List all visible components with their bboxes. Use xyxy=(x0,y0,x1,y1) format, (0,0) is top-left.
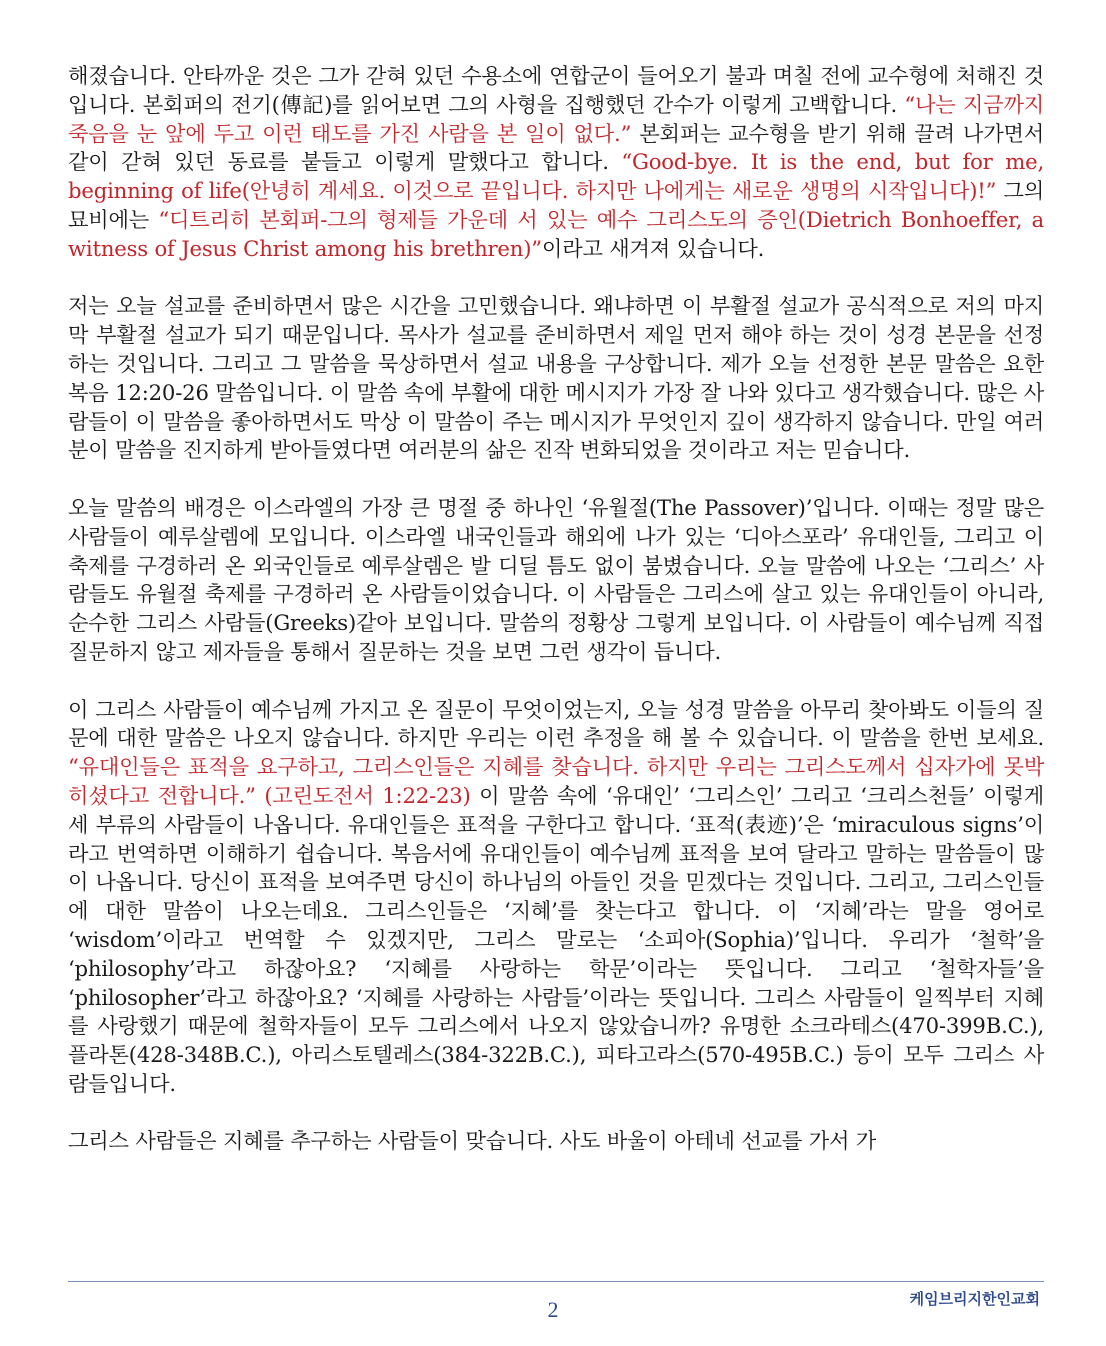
paragraph xyxy=(68,292,1044,465)
paragraph xyxy=(68,696,1044,1099)
text-segment: 이 말씀 속에 ‘유대인’ ‘그리스인’ 그리고 ‘크리스천들’ 이렇게 세 부류의 사람들이 나옵니다. 유대인들은 표적을 구한다고 합니다. ‘표적(表迹)’은 ‘miraculous signs’이라고 번역하면 이해하기 쉽습니다. 복음서에 유대인들이 예수님께 표적을 보여 달라고 말하는 말씀들이 많이 나옵니다. 당신이 표적을 보여주면 당신이 하나님의 아들인 것을 믿겠다는 것입니다. 그리고, 그리스인들에 대한 말씀이 나오는데요. 그리스인들은 ‘지혜’를 찾는다고 합니다. 이 ‘지혜’라는 말을 영어로 ‘wisdom’이라고 번역할 수 있겠지만, 그리스 말로는 ‘소피아(Sophia)’입니다. 우리가 ‘철학’을 ‘philosophy’라고 하잖아요? ‘지혜를 사랑하는 학문’이라는 뜻입니다. 그리고 ‘철학자들’을 ‘philosopher’라고 하잖아요? ‘지혜를 사랑하는 사람들’이라는 뜻입니다. 그리스 사람들이 일찍부터 지혜를 사랑했기 때문에 철학자들이 모두 그리스에서 나오지 않았습니까? 유명한 소크라테스(470-399B.C.), 플라톤(428-348B.C.), 아리스토텔레스(384-322B.C.), 피타고라스(570-495B.C.) 등이 모두 그리스 사람들입니다. xyxy=(68,782,1044,1096)
page-number: 2 xyxy=(547,1297,559,1322)
quote-segment: “유대인들은 표적을 요구하고, 그리스인들은 지혜를 찾습니다. 하지만 우리는 그리스도께서 십자가에 못박히셨다고 전합니다.” (고린도전서 1:22-23) xyxy=(68,754,1044,808)
quote-segment: “나는 지금까지 죽음을 눈 앞에 두고 이런 태도를 가진 사람을 본 일이 없다.” xyxy=(68,91,1044,146)
text-segment: 그의 묘비에는 xyxy=(68,178,1044,232)
text-segment: 본회퍼는 교수형을 받기 위해 끌려 나가면서 같이 갇혀 있던 동료를 붙들고 이렇게 말했다고 합니다. xyxy=(68,120,1044,175)
paragraph xyxy=(68,494,1044,667)
text-segment: 저는 오늘 설교를 준비하면서 많은 시간을 고민했습니다. 왜냐하면 이 부활절 설교가 공식적으로 저의 마지막 부활절 설교가 되기 때문입니다. 목사가 설교를 준비하면서 제일 먼저 해야 하는 것이 성경 본문을 선정하는 것입니다. 그리고 그 말씀을 묵상하면서 설교 내용을 구상합니다. 제가 오늘 선정한 본문 말씀은 요한복음 12:20-26 말씀입니다. 이 말씀 속에 부활에 대한 메시지가 가장 잘 나와 있다고 생각했습니다. 많은 사람들이 이 말씀을 좋아하면서도 막상 이 말씀이 주는 메시지가 무엇인지 깊이 생각하지 않습니다. 만일 여러분이 말씀을 진지하게 받아들였다면 여러분의 삶은 진작 변화되었을 것이라고 저는 믿습니다. xyxy=(68,293,1044,463)
paragraph xyxy=(68,1127,1044,1156)
text-segment: 이 그리스 사람들이 예수님께 가지고 온 질문이 무엇이었는지, 오늘 성경 말씀을 아무리 찾아봐도 이들의 질문에 대한 말씀은 나오지 않습니다. 하지만 우리는 이런 추정을 해 볼 수 있습니다. 이 말씀을 한번 보세요. xyxy=(68,696,1044,751)
quote-segment: “Good-bye. It is the end, but for me, beginning of life(안녕히 계세요. 이것으로 끝입니다. 하지만 나에게는 새로운 생명의 시작입니다)!” xyxy=(68,149,1044,204)
text-segment: 오늘 말씀의 배경은 이스라엘의 가장 큰 명절 중 하나인 ‘유월절(The Passover)’입니다. 이때는 정말 많은 사람들이 예루살렘에 모입니다. 이스라엘 내국인들과 해외에 나가 있는 ‘디아스포라’ 유대인들, 그리고 이 축제를 구경하러 온 외국인들로 예루살렘은 발 디딜 틈도 없이 붐볐습니다. 오늘 말씀에 나오는 ‘그리스’ 사람들도 유월절 축제를 구경하러 온 사람들이었습니다. 이 사람들은 그리스에 살고 있는 유대인들이 아니라, 순수한 그리스 사람들(Greeks)같아 보입니다. 말씀의 정황상 그렇게 보입니다. 이 사람들이 예수님께 직접 질문하지 않고 제자들을 통해서 질문하는 것을 보면 그런 생각이 듭니다. xyxy=(68,494,1044,664)
text-segment: 그리스 사람들은 지혜를 추구하는 사람들이 맞습니다. 사도 바울이 아테네 선교를 가서 가 xyxy=(68,1128,877,1154)
quote-segment: “디트리히 본회퍼-그의 형제들 가운데 서 있는 예수 그리스도의 증인(Dietrich Bonhoeffer, a witness of Jesus Christ among his brethren)” xyxy=(68,206,1044,261)
sermon-body xyxy=(68,62,1044,1185)
text-segment: 이라고 새겨져 있습니다. xyxy=(541,235,765,261)
footer-divider xyxy=(68,1281,1044,1282)
paragraph xyxy=(68,62,1044,264)
church-name: 케임브리지한인교회 xyxy=(909,1290,1040,1308)
text-segment: 해졌습니다. 안타까운 것은 그가 갇혀 있던 수용소에 연합군이 들어오기 불과 며칠 전에 교수형에 처해진 것입니다. 본회퍼의 전기(傳記)를 읽어보면 그의 사형을 집행했던 간수가 이렇게 고백합니다. xyxy=(68,63,1044,117)
